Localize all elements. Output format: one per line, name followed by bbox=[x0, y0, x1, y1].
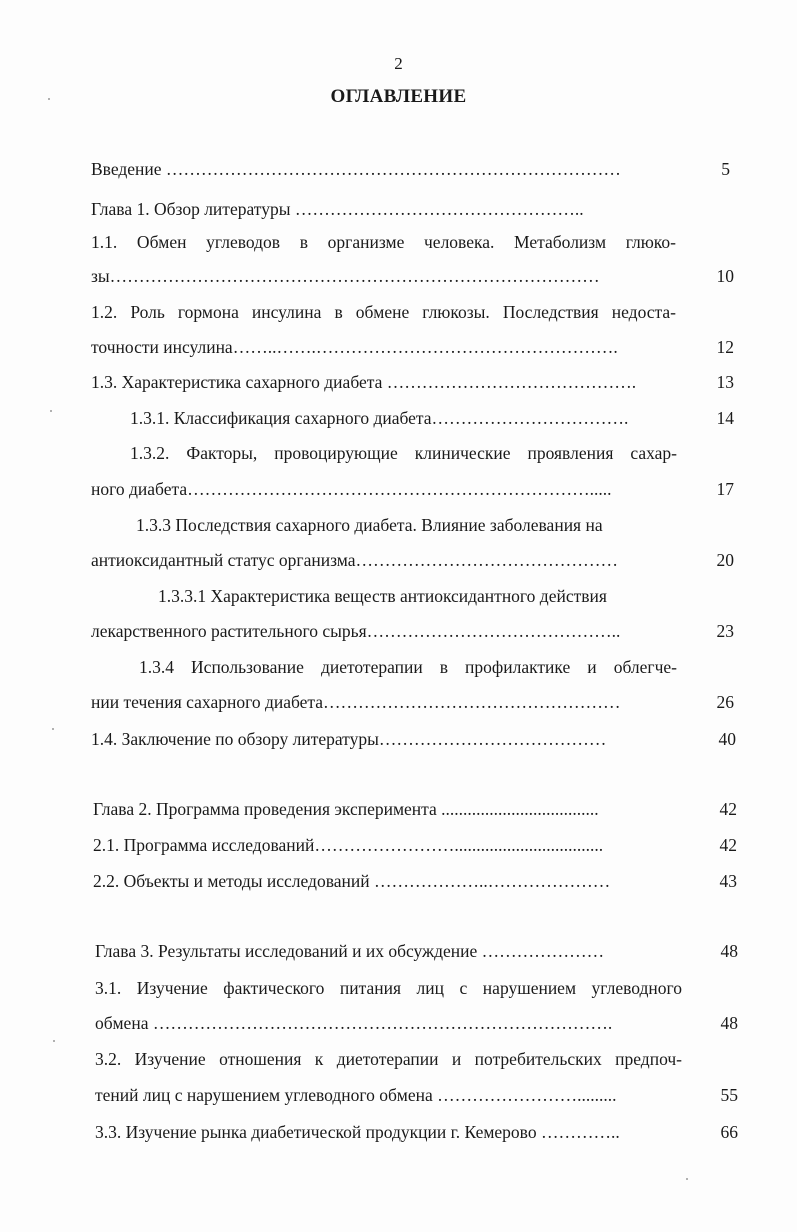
toc-entry-s3-1-line2: обмена ……………………………………………………………………. bbox=[95, 1013, 613, 1033]
toc-entry-s1-3-2-line2: ного диабета……………………………………………………………..... bbox=[91, 479, 612, 499]
toc-page-s1-4: 40 bbox=[718, 729, 736, 749]
toc-entry-s1-2-line2: точности инсулина……..…….……………………………………………. bbox=[91, 337, 618, 357]
toc-entry-s3-1-line1: 3.1. Изучение фактического питания лиц с нарушением углеводного bbox=[95, 978, 682, 998]
toc-entry-s2-1: 2.1. Программа исследований…………………….................................. bbox=[93, 835, 604, 855]
toc-entry-s1-3-3-line1: 1.3.3 Последствия сахарного диабета. Влияние заболевания на bbox=[136, 515, 603, 535]
toc-entry-s1-3-4-line1: 1.3.4 Использование диетотерапии в профилактике и облегче- bbox=[139, 657, 677, 677]
toc-page-s1-2: 12 bbox=[716, 337, 734, 357]
toc-entry-s1-3-3-1-line2: лекарственного растительного сырья…………………………………….. bbox=[91, 621, 621, 641]
toc-entry-s2-2: 2.2. Объекты и методы исследований ………………..………………… bbox=[93, 871, 611, 891]
toc-entry-s1-4: 1.4. Заключение по обзору литературы………………………………… bbox=[91, 729, 607, 749]
page-title: ОГЛАВЛЕНИЕ bbox=[330, 86, 467, 107]
toc-entry-s1-3-4-line2: нии течения сахарного диабета…………………………………………… bbox=[91, 692, 621, 712]
toc-entry-s3-3: 3.3. Изучение рынка диабетической продукции г. Кемерово ………….. bbox=[95, 1122, 620, 1142]
toc-entry-s1-1-line2: зы………………………………………………………………………… bbox=[91, 266, 600, 286]
scan-speck bbox=[48, 98, 50, 100]
toc-entry-ch3: Глава 3. Результаты исследований и их обсуждение ………………… bbox=[95, 941, 605, 961]
toc-entry-s1-3: 1.3. Характеристика сахарного диабета ……………………………………. bbox=[91, 372, 637, 392]
toc-entry-s1-3-1: 1.3.1. Классификация сахарного диабета……………………………. bbox=[130, 408, 629, 428]
toc-page-s3-3: 66 bbox=[720, 1122, 738, 1142]
scan-speck bbox=[50, 410, 52, 412]
page-number: 2 bbox=[394, 54, 403, 73]
toc-entry-s3-2-line2: тений лиц с нарушением углеводного обмена ……………………......... bbox=[95, 1085, 617, 1105]
toc-entry-s3-2-line1: 3.2. Изучение отношения к диетотерапии и потребительских предпоч- bbox=[95, 1049, 682, 1069]
toc-page-s2-1: 42 bbox=[719, 835, 737, 855]
toc-entry-intro: Введение …………………………………………………………………… bbox=[91, 159, 621, 179]
scan-speck bbox=[52, 728, 54, 730]
toc-page-s3-1: 48 bbox=[720, 1013, 738, 1033]
toc-entry-ch1: Глава 1. Обзор литературы ………………………………………….. bbox=[91, 199, 584, 219]
toc-page-s3-2: 55 bbox=[720, 1085, 738, 1105]
toc-page-intro: 5 bbox=[721, 159, 730, 179]
toc-page-s1-3-1: 14 bbox=[716, 408, 734, 428]
toc-entry-s1-3-3-1-line1: 1.3.3.1 Характеристика веществ антиоксидантного действия bbox=[158, 586, 607, 606]
scan-speck bbox=[686, 1178, 688, 1180]
toc-entry-s1-3-3-line2: антиоксидантный статус организма……………………………………… bbox=[91, 550, 618, 570]
toc-page-ch2: 42 bbox=[719, 799, 737, 819]
toc-page-s2-2: 43 bbox=[719, 871, 737, 891]
toc-entry-ch2: Глава 2. Программа проведения эксперимента .................................... bbox=[93, 799, 599, 819]
toc-page-s1-3-3: 20 bbox=[716, 550, 734, 570]
toc-page-s1-3-3-1: 23 bbox=[716, 621, 734, 641]
scan-speck bbox=[53, 1040, 55, 1042]
toc-entry-s1-1-line1: 1.1. Обмен углеводов в организме человека. Метаболизм глюко- bbox=[91, 232, 676, 252]
toc-page-s1-1: 10 bbox=[716, 266, 734, 286]
toc-page-s1-3-4: 26 bbox=[716, 692, 734, 712]
toc-page-s1-3: 13 bbox=[716, 372, 734, 392]
toc-page-s1-3-2: 17 bbox=[716, 479, 734, 499]
toc-page-ch3: 48 bbox=[720, 941, 738, 961]
toc-entry-s1-3-2-line1: 1.3.2. Факторы, провоцирующие клинические проявления сахар- bbox=[130, 443, 677, 463]
toc-entry-s1-2-line1: 1.2. Роль гормона инсулина в обмене глюкозы. Последствия недоста- bbox=[91, 302, 676, 322]
